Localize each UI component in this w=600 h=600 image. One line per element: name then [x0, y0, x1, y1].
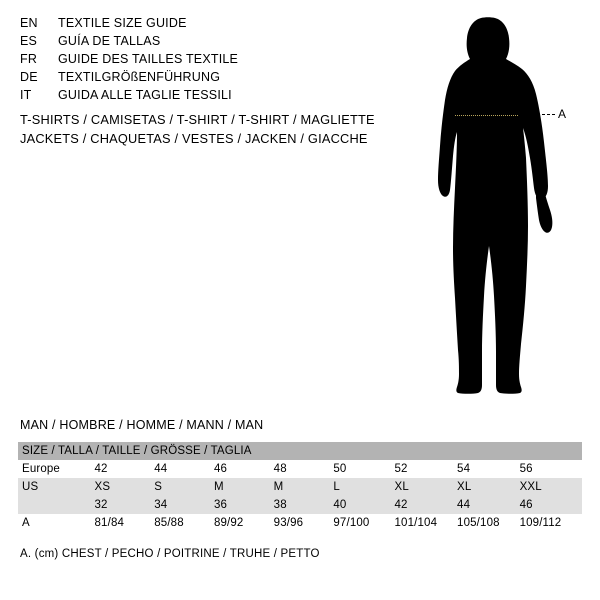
size-table	[18, 442, 582, 532]
category-line-tshirts: T-SHIRTS / CAMISETAS / T-SHIRT / T-SHIRT / MAGLIETTE	[20, 112, 375, 127]
table-title-man: MAN / HOMBRE / HOMME / MANN / MAN	[20, 418, 264, 432]
cell-value: 105/108	[457, 514, 520, 532]
cell-value: XL	[457, 478, 520, 496]
cell-value: 97/100	[333, 514, 394, 532]
cell-value: M	[214, 478, 274, 496]
cell-value: 46	[214, 460, 274, 478]
language-row	[20, 14, 360, 32]
language-code: DE	[20, 70, 38, 84]
row-label: US	[18, 478, 95, 496]
table-row	[18, 478, 582, 496]
category-block	[20, 110, 400, 148]
cell-value: 81/84	[95, 514, 155, 532]
category-line-jackets: JACKETS / CHAQUETAS / VESTES / JACKEN / GIACCHE	[20, 131, 368, 146]
man-silhouette-icon	[405, 8, 590, 403]
cell-value: 52	[395, 460, 458, 478]
cell-value: 85/88	[154, 514, 214, 532]
cell-value: 101/104	[395, 514, 458, 532]
cell-value: 54	[457, 460, 520, 478]
language-row	[20, 86, 360, 104]
cell-value: XS	[95, 478, 155, 496]
cell-value: 56	[520, 460, 582, 478]
cell-value: L	[333, 478, 394, 496]
table-header-label: SIZE / TALLA / TAILLE / GRÖSSE / TAGLIA	[18, 442, 582, 460]
cell-value: 46	[520, 496, 582, 514]
language-row	[20, 50, 360, 68]
cell-value: S	[154, 478, 214, 496]
language-text: GUÍA DE TALLAS	[58, 34, 161, 48]
body-silhouette-figure	[405, 8, 590, 403]
cell-value: XXL	[520, 478, 582, 496]
cell-value: 48	[274, 460, 334, 478]
language-code: EN	[20, 16, 38, 30]
cell-value: 38	[274, 496, 334, 514]
cell-value: 32	[95, 496, 155, 514]
table-row	[18, 514, 582, 532]
cell-value: 34	[154, 496, 214, 514]
language-text: TEXTILE SIZE GUIDE	[58, 16, 187, 30]
language-text: TEXTILGRÖßENFÜHRUNG	[58, 70, 221, 84]
language-header-block	[20, 14, 360, 104]
table-header-row	[18, 442, 582, 460]
cell-value: 50	[333, 460, 394, 478]
language-row	[20, 32, 360, 50]
language-code: IT	[20, 88, 32, 102]
chest-measure-label: A	[558, 107, 567, 121]
cell-value: 42	[95, 460, 155, 478]
chest-measure-line	[455, 115, 518, 116]
cell-value: XL	[395, 478, 458, 496]
table-row	[18, 460, 582, 478]
row-label	[18, 496, 95, 514]
cell-value: 89/92	[214, 514, 274, 532]
cell-value: 44	[154, 460, 214, 478]
cell-value: M	[274, 478, 334, 496]
table-row	[18, 496, 582, 514]
chest-measure-leader	[542, 114, 555, 115]
row-label: A	[18, 514, 95, 532]
cell-value: 109/112	[520, 514, 582, 532]
row-label: Europe	[18, 460, 95, 478]
language-row	[20, 68, 360, 86]
cell-value: 36	[214, 496, 274, 514]
language-code: FR	[20, 52, 38, 66]
cell-value: 42	[395, 496, 458, 514]
footnote-chest-measure: A. (cm) CHEST / PECHO / POITRINE / TRUHE / PETTO	[20, 548, 320, 560]
language-text: GUIDA ALLE TAGLIE TESSILI	[58, 88, 232, 102]
cell-value: 93/96	[274, 514, 334, 532]
cell-value: 44	[457, 496, 520, 514]
language-code: ES	[20, 34, 38, 48]
cell-value: 40	[333, 496, 394, 514]
language-text: GUIDE DES TAILLES TEXTILE	[58, 52, 239, 66]
